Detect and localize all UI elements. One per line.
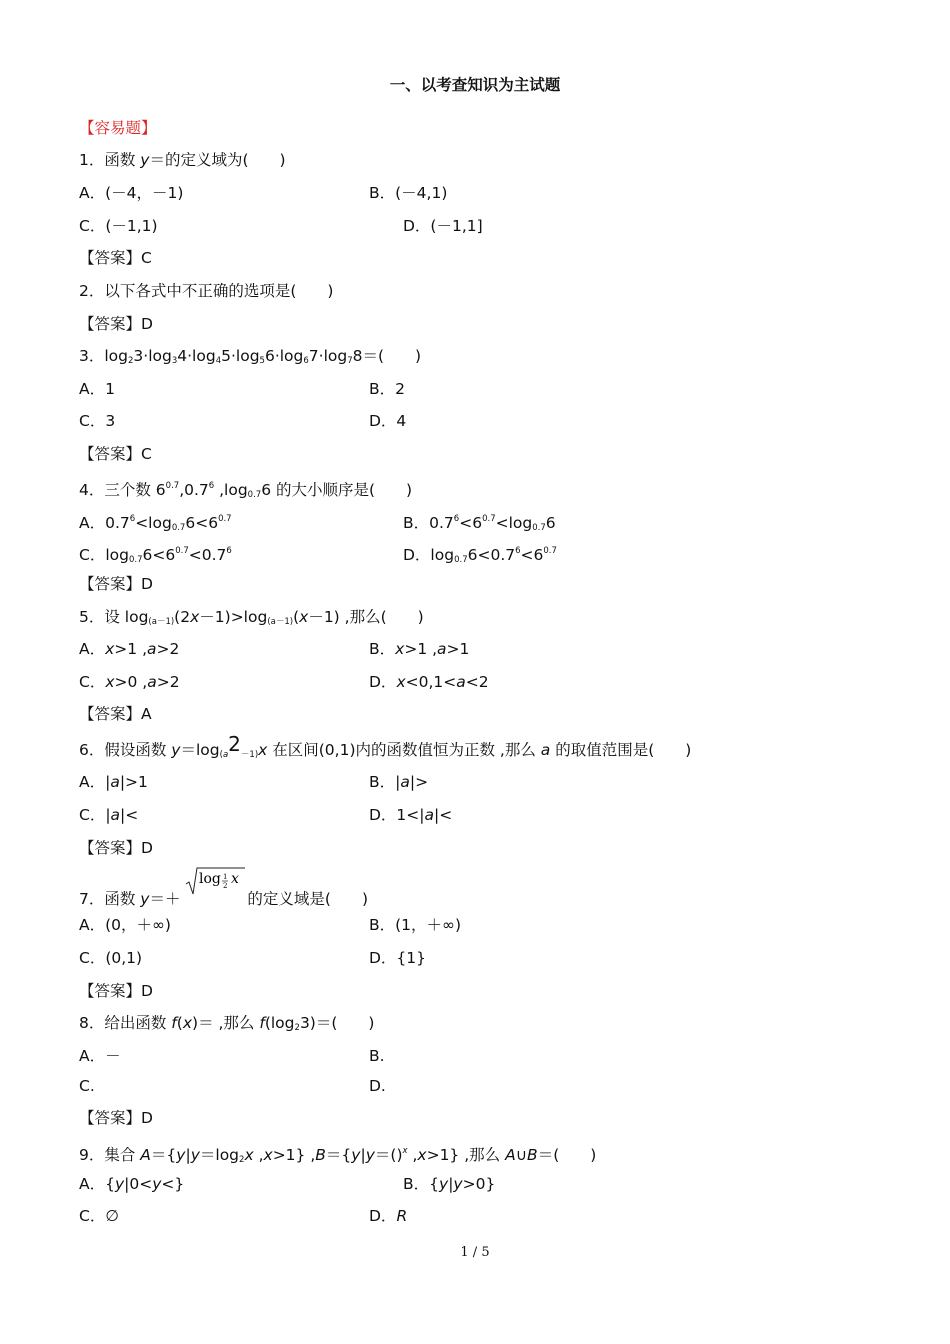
svg-text:1: 1 [223, 873, 228, 881]
question-2-stem: 2．以下各式中不正确的选项是( ) [79, 282, 334, 300]
question-9-stem: 9．集合 $A=\{y|y=\log_2x$ ,x>1} ,B＝{y|y＝()$^x$ ,x>1} ,那么 A∪B＝( ) [79, 1146, 597, 1165]
q3-option-c: C．3 [79, 412, 116, 430]
question-7-stem: 7．函数 y＝＋ log 1 2 x 的定义域是( ) [79, 880, 368, 910]
q3-option-d: D．4 [369, 412, 407, 430]
radical-formula [185, 871, 247, 910]
question-5-stem: 5．设 $\log_{(a-1)}(2x-1)>\log_{(a-1)}(x-1)$ ,那么( ) [79, 608, 424, 627]
square-root-icon [185, 866, 247, 900]
q4-option-a: A．$0.7^6<\log_{0.7}6<6^{0.7}$ [79, 514, 232, 533]
question-6-stem: 6．假设函数 $y=\log_{(a}2_{-1)}x$ 在区间(0,1)内的函数值恒为正数 ,那么 a 的取值范围是( ) [79, 732, 692, 760]
q1-option-c: C．(－1,1) [79, 217, 158, 235]
question-4-stem: 4．三个数 $6^{0.7},0.7^6$ $,\log_{0.7}6$ 的大小顺序是( ) [79, 481, 413, 500]
q5-option-d: D．x<0,1<a<2 [369, 673, 489, 691]
q5-option-b: B．x>1 ,a>1 [369, 640, 470, 658]
q9-option-b: B．{y|y>0} [403, 1175, 496, 1193]
q9-option-c: C．∅ [79, 1207, 119, 1225]
q9-option-a: A．{y|0<y<} [79, 1175, 185, 1193]
q7-option-c: C．(0,1) [79, 949, 143, 967]
q8-option-c: C. [79, 1077, 95, 1095]
svg-text:2: 2 [223, 882, 228, 890]
q1-option-b: B．(－4,1) [369, 184, 448, 202]
category-label: 【容易题】 [79, 119, 157, 137]
question-8-stem: 8．给出函数 f(x)＝ ,那么 $f(\log_23)=$( ) [79, 1014, 375, 1033]
q3-option-a: A．1 [79, 380, 115, 398]
q4-option-c: C．$\log_{0.7}6<6^{0.7}<0.7^6$ [79, 546, 232, 565]
q4-option-d: D．$\log_{0.7}6<0.7^6<6^{0.7}$ [403, 546, 557, 565]
q3-answer: 【答案】C [79, 445, 152, 463]
q1-option-a: A．(－4，－1) [79, 184, 184, 202]
q6-answer: 【答案】D [79, 839, 153, 857]
q1-answer: 【答案】C [79, 249, 152, 267]
q3-option-b: B．2 [369, 380, 405, 398]
section-title: 一、以考查知识为主试题 [389, 76, 561, 94]
q7-option-d: D．{1} [369, 949, 427, 967]
page-number: 1 / 5 [460, 1245, 490, 1260]
q2-answer: 【答案】D [79, 315, 153, 333]
q6-option-a: A．|a|>1 [79, 773, 148, 791]
q5-option-a: A．x>1 ,a>2 [79, 640, 180, 658]
q6-option-c: C．|a|< [79, 806, 139, 824]
q8-option-a: A．－ [79, 1047, 121, 1065]
q7-option-a: A．(0，＋∞) [79, 916, 171, 934]
q7-option-b: B．(1，＋∞) [369, 916, 462, 934]
q6-option-b: B．|a|> [369, 773, 429, 791]
question-1-stem: 1．函数 y＝的定义域为( ) [79, 151, 286, 169]
q4-answer: 【答案】D [79, 575, 153, 593]
q9-option-d: D．R [369, 1207, 408, 1225]
q5-answer: 【答案】A [79, 705, 152, 723]
q1-option-d: D．(－1,1] [403, 217, 483, 235]
q4-option-b: B．$0.7^6<6^{0.7}<\log_{0.7}6$ [403, 514, 556, 533]
q8-option-b: B. [369, 1047, 385, 1065]
q5-option-c: C．x>0 ,a>2 [79, 673, 180, 691]
q6-option-d: D．1<|a|< [369, 806, 453, 824]
svg-text:x: x [231, 871, 240, 887]
question-3-stem: 3．$\log_23\cdot\log_34\cdot\log_45\cdot\log_56\cdot\log_67\cdot\log_78=$( ) [79, 347, 422, 366]
q8-answer: 【答案】D [79, 1109, 153, 1127]
q8-option-d: D. [369, 1077, 386, 1095]
q7-answer: 【答案】D [79, 982, 153, 1000]
svg-text:log: log [199, 871, 222, 887]
